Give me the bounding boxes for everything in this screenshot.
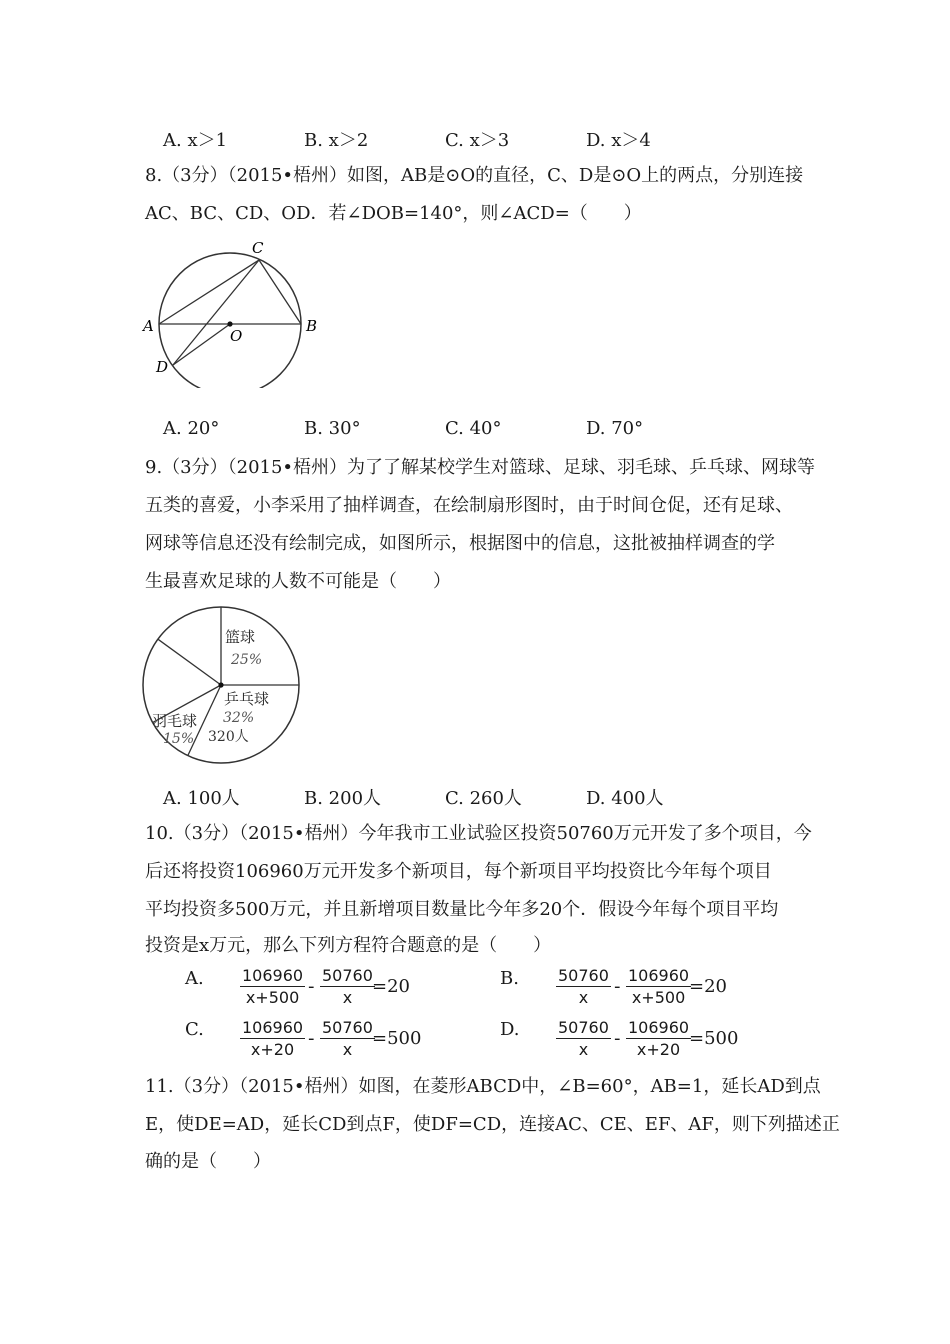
- q11-text-line3: 确的是（ ）: [145, 1151, 271, 1172]
- q10-a-den1: x+500: [245, 988, 300, 1007]
- pie-value-badminton: 15%: [163, 731, 195, 747]
- segment-bc: [259, 260, 301, 324]
- q10-c-num2: 50760: [322, 1018, 373, 1037]
- center-dot: [227, 321, 232, 326]
- q8-option-c: C. 40°: [445, 418, 502, 439]
- q9-pie-chart: [138, 604, 308, 766]
- q10-a-den2: x: [342, 988, 353, 1007]
- q7-option-d: D. x＞4: [586, 130, 651, 151]
- q10-text-line4: 投资是x万元，那么下列方程符合题意的是（ ）: [145, 935, 552, 956]
- q8-text-line1: 8.（3分）（2015•梧州）如图，AB是⊙O的直径，C、D是⊙O上的两点，分别连接: [145, 165, 804, 186]
- pie-label-badminton: 羽毛球: [152, 712, 198, 730]
- q8-option-a: A. 20°: [163, 418, 220, 439]
- q8-circle-figure: [138, 238, 328, 388]
- q10-d-frac2: [626, 1018, 691, 1059]
- q10-c-frac2: [320, 1018, 375, 1059]
- q10-a-num2: 50760: [322, 966, 373, 985]
- q7-option-c: C. x＞3: [445, 130, 510, 151]
- pie-value-320: 320人: [208, 729, 249, 745]
- q10-c-minus: -: [308, 1028, 315, 1049]
- q10-d-minus: -: [614, 1028, 621, 1049]
- q9-text-line1: 9.（3分）（2015•梧州）为了了解某校学生对篮球、足球、羽毛球、乒乓球、网球等: [145, 457, 816, 478]
- q10-b-num1: 50760: [558, 966, 609, 985]
- q10-c-num1: 106960: [242, 1018, 304, 1037]
- label-a: A: [143, 317, 154, 335]
- q10-d-rhs: =500: [689, 1028, 739, 1049]
- q10-a-rhs: =20: [372, 976, 410, 997]
- pie-value-basketball: 25%: [231, 652, 263, 668]
- q7-option-a: A. x＞1: [163, 130, 228, 151]
- q9-text-line4: 生最喜欢足球的人数不可能是（ ）: [145, 571, 451, 592]
- segment-ac: [159, 260, 259, 324]
- pie-radius-badminton-unlabeled: [158, 639, 221, 685]
- q8-option-d: D. 70°: [586, 418, 644, 439]
- q10-text-line1: 10.（3分）（2015•梧州）今年我市工业试验区投资50760万元开发了多个项目，今: [145, 823, 812, 844]
- q10-c-den2: x: [342, 1040, 353, 1059]
- circle-o: [159, 253, 301, 388]
- q9-option-b: B. 200人: [304, 788, 382, 809]
- q10-c-rhs: =500: [372, 1028, 422, 1049]
- pie-center-dot: [218, 682, 223, 687]
- q9-text-line3: 网球等信息还没有绘制完成，如图所示，根据图中的信息，这批被抽样调查的学: [145, 533, 775, 554]
- q10-b-frac2: [626, 966, 691, 1007]
- q10-b-den1: x: [578, 988, 589, 1007]
- q10-c-den1: x+20: [250, 1040, 295, 1059]
- q9-text-line2: 五类的喜爱，小李采用了抽样调查，在绘制扇形图时，由于时间仓促，还有足球、: [145, 495, 793, 516]
- q10-b-minus: -: [614, 976, 621, 997]
- q11-text-line1: 11.（3分）（2015•梧州）如图，在菱形ABCD中，∠B=60°，AB=1，延长AD到点: [145, 1076, 821, 1097]
- q10-option-d-label: D.: [500, 1019, 520, 1040]
- q10-d-den2: x+20: [636, 1040, 681, 1059]
- q10-b-num2: 106960: [628, 966, 690, 985]
- q10-d-frac1: [556, 1018, 611, 1059]
- q10-c-frac1: [240, 1018, 305, 1059]
- pie-label-pingpong: 乒乓球: [224, 690, 270, 708]
- q10-b-frac1: [556, 966, 611, 1007]
- segment-cd: [173, 260, 259, 365]
- q10-a-minus: -: [308, 976, 315, 997]
- label-c: C: [252, 239, 264, 257]
- q10-b-rhs: =20: [689, 976, 727, 997]
- q10-text-line3: 平均投资多500万元，并且新增项目数量比今年多20个．假设今年每个项目平均: [145, 899, 779, 920]
- q9-option-a: A. 100人: [163, 788, 240, 809]
- q10-b-den2: x+500: [631, 988, 686, 1007]
- pie-label-basketball: 篮球: [225, 628, 256, 646]
- label-b: B: [306, 317, 318, 335]
- q9-option-c: C. 260人: [445, 788, 522, 809]
- q10-d-den1: x: [578, 1040, 589, 1059]
- q10-a-frac1: [240, 966, 305, 1007]
- q10-d-num1: 50760: [558, 1018, 609, 1037]
- pie-value-pingpong: 32%: [223, 710, 255, 726]
- q11-text-line2: E，使DE=AD，延长CD到点F，使DF=CD，连接AC、CE、EF、AF，则下列描述正: [145, 1114, 840, 1135]
- q8-option-b: B. 30°: [304, 418, 361, 439]
- q10-a-num1: 106960: [242, 966, 304, 985]
- q10-d-num2: 106960: [628, 1018, 690, 1037]
- q10-option-c-label: C.: [185, 1019, 204, 1040]
- q10-option-b-label: B.: [500, 968, 519, 989]
- q8-text-line2: AC、BC、CD、OD．若∠DOB=140°，则∠ACD=（ ）: [145, 203, 642, 224]
- q10-text-line2: 后还将投资106960万元开发多个新项目，每个新项目平均投资比今年每个项目: [145, 861, 772, 882]
- label-o: O: [230, 327, 243, 345]
- q10-a-frac2: [320, 966, 375, 1007]
- label-d: D: [156, 358, 169, 376]
- q7-option-b: B. x＞2: [304, 130, 369, 151]
- q9-option-d: D. 400人: [586, 788, 664, 809]
- q10-option-a-label: A.: [185, 968, 204, 989]
